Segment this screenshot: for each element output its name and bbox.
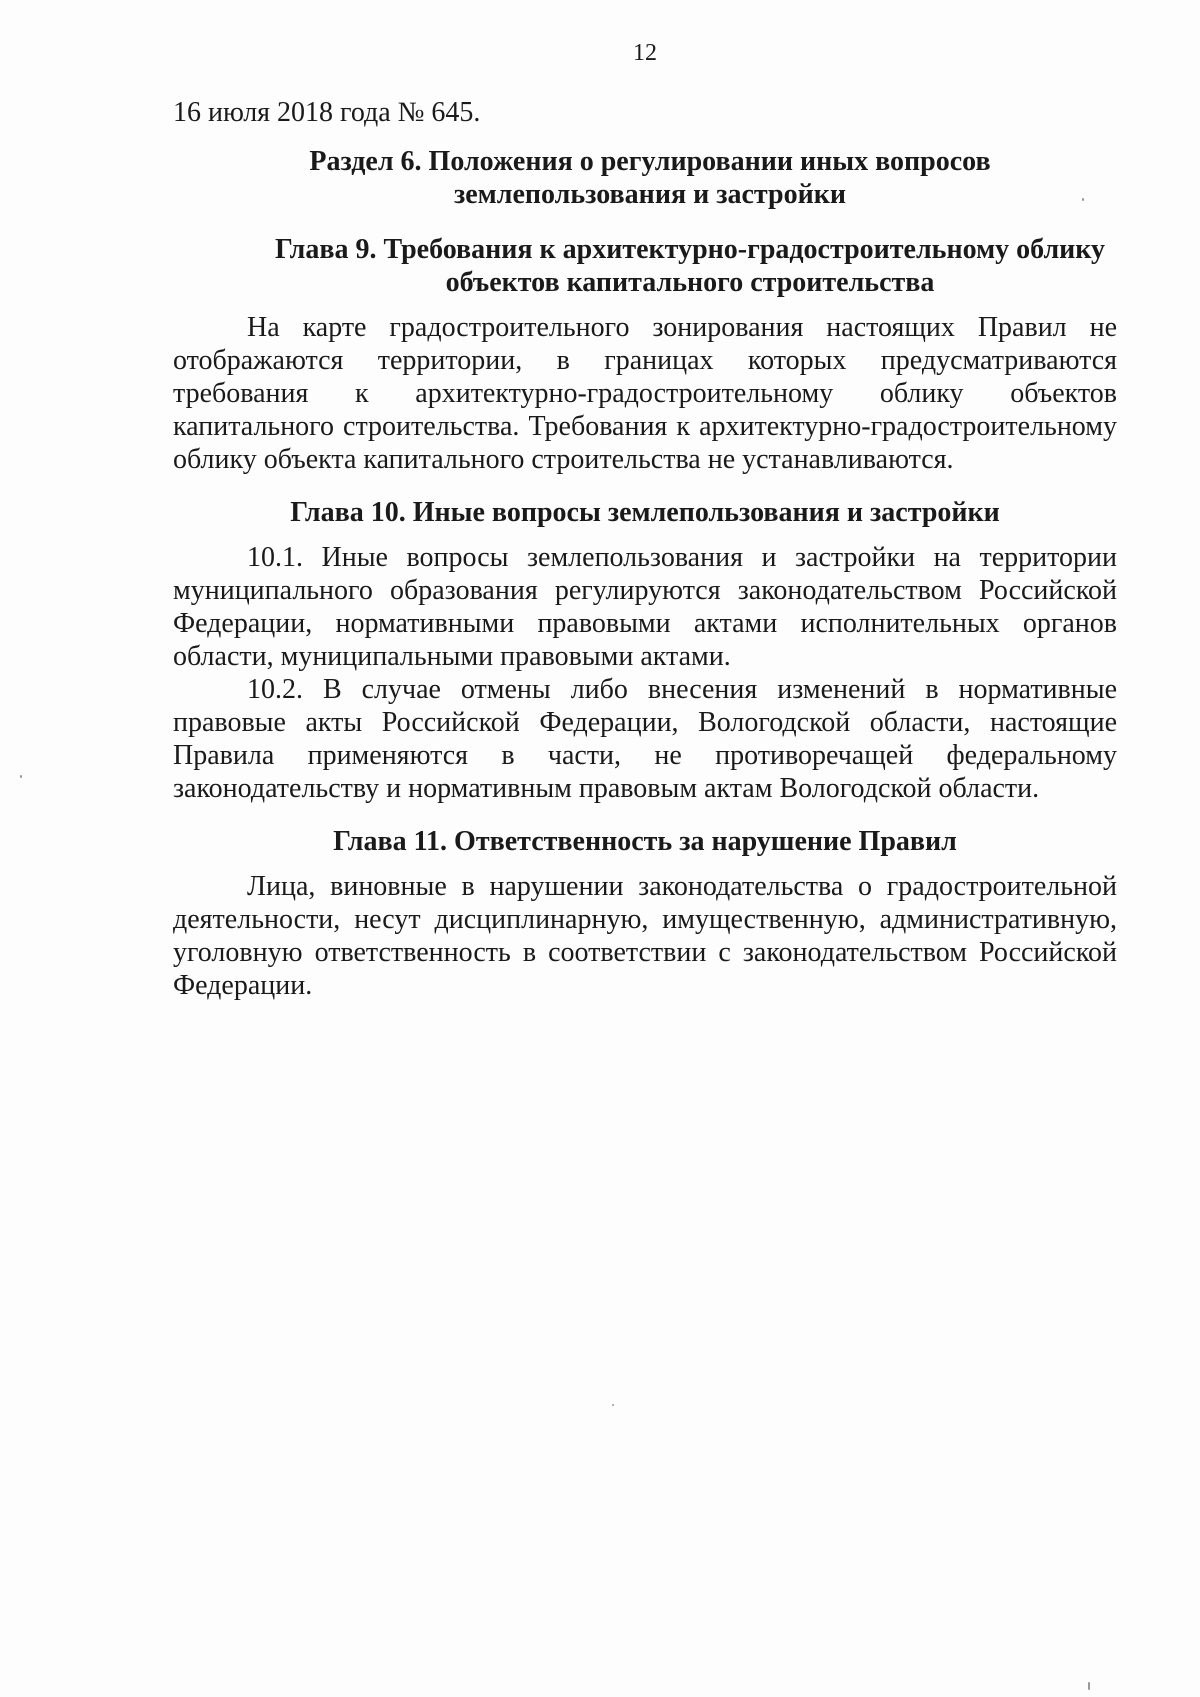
- section-heading: [173, 145, 1117, 211]
- scan-speck: [1088, 1682, 1090, 1690]
- chapter-10-paragraph-1: 10.1. Иные вопросы землепользования и застройки на территории муниципального образования регулируются законодательством Российской Федерации, нормативными правовыми актами исполнительных органов области, муниципальными правовыми актами.: [173, 542, 1117, 672]
- section-heading-line1: Раздел 6. Положения о регулировании иных вопросов: [309, 146, 991, 177]
- chapter-11-heading: Глава 11. Ответственность за нарушение Правил: [333, 826, 957, 857]
- chapter-10-heading: Глава 10. Иные вопросы землепользования и застройки: [290, 497, 1000, 528]
- chapter-11: [173, 825, 1117, 1002]
- chapter-9-heading-line2: объектов капитального строительства: [445, 267, 935, 298]
- date-line: 16 июля 2018 года № 645.: [173, 97, 481, 128]
- chapter-9-paragraph: На карте градостроительного зонирования настоящих Правил не отображаются территории, в границах которых предусматриваются требования к архитектурно-градостроительному облику объектов капитального строительства. Требования к архитектурно-градостроительному облику объекта капитального строительства не устанавливаются.: [173, 312, 1117, 475]
- chapter-9: [173, 233, 1117, 476]
- chapter-11-paragraph: Лица, виновные в нарушении законодательства о градостроительной деятельности, несут дисциплинарную, имущественную, административную, уголовную ответственность в соответствии с законодательством Российской Федерации.: [173, 871, 1117, 1001]
- chapter-9-heading-line1: Глава 9. Требования к архитектурно-градостроительному облику: [274, 234, 1106, 265]
- section-heading-line2: землепользования и застройки: [454, 179, 846, 210]
- chapter-9-heading: [173, 233, 1127, 299]
- scan-speck: [612, 1404, 614, 1406]
- chapter-10-paragraph-2: 10.2. В случае отмены либо внесения изменений в нормативные правовые акты Российской Федерации, Вологодской области, настоящие Правила применяются в части, не противоречащей федеральному законодательству и нормативным правовым актам Вологодской области.: [173, 674, 1117, 804]
- scan-speck: [1082, 198, 1084, 201]
- page-number: 12: [633, 40, 657, 66]
- document-body: [173, 96, 1117, 1022]
- chapter-10: [173, 496, 1117, 805]
- scan-speck: [20, 775, 22, 778]
